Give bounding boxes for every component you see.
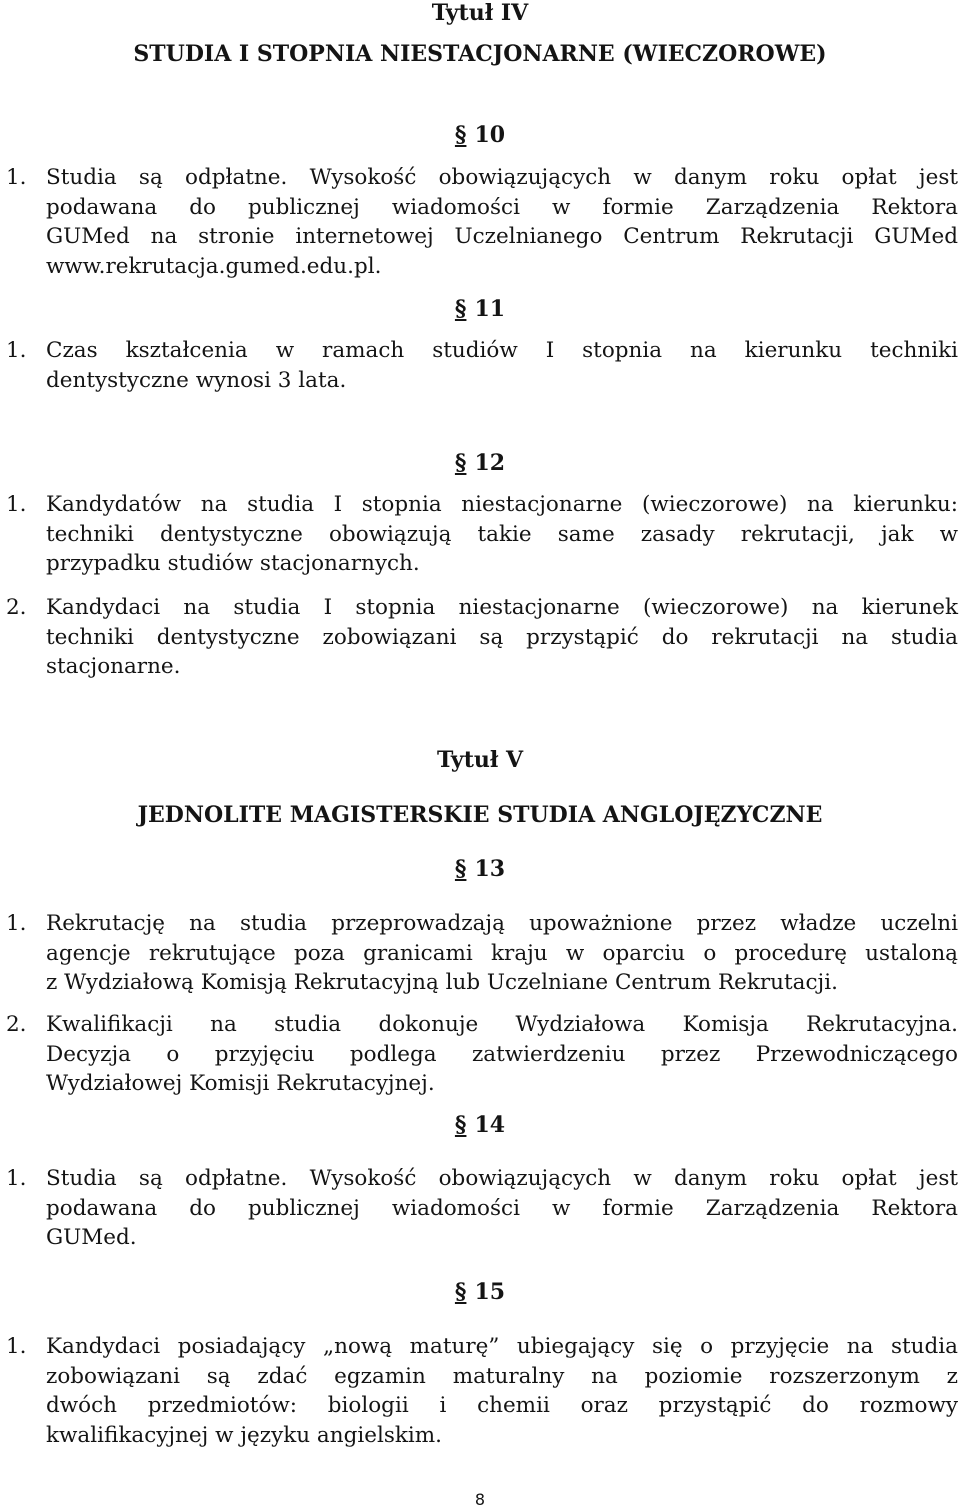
paragraph-line: Decyzja o przyjęciu podlega zatwierdzeniu przez Przewodniczącego	[46, 1041, 958, 1067]
section-11-heading	[0, 296, 960, 322]
paragraph-number: 1.	[6, 1334, 27, 1359]
section-15-heading	[0, 1279, 960, 1305]
paragraph-line: GUMed.	[46, 1225, 137, 1250]
section-number: 14	[474, 1112, 506, 1138]
paragraph-line: Kandydaci posiadający „nową maturę” ubiegający się o przyjęcie na studia	[46, 1334, 958, 1359]
paragraph-line: techniki dentystyczne obowiązują takie same zasady rekrutacji, jak w	[46, 521, 958, 547]
paragraph-line: Kwalifikacji na studia dokonuje Wydziałowa Komisja Rekrutacyjna.	[46, 1012, 958, 1037]
paragraph-line: Kandydaci na studia I stopnia niestacjonarne (wieczorowe) na kierunek	[46, 595, 958, 620]
paragraph-line: Kandydatów na studia I stopnia niestacjonarne (wieczorowe) na kierunku:	[46, 492, 958, 517]
paragraph-10-1	[6, 163, 958, 281]
paragraph-line: techniki dentystyczne zobowiązani są przystąpić do rekrutacji na studia	[46, 624, 958, 650]
paragraph-12-2	[6, 593, 958, 682]
paragraph-line: podawana do publicznej wiadomości w formie Zarządzenia Rektora	[46, 194, 958, 220]
paragraph-number: 1.	[6, 1166, 27, 1191]
paragraph-number: 2.	[6, 1012, 27, 1037]
paragraph-number: 1.	[6, 165, 27, 190]
section-number: 11	[474, 296, 506, 322]
section-symbol: §	[454, 856, 467, 882]
section-number: 15	[474, 1279, 506, 1305]
section-symbol: §	[454, 1112, 467, 1138]
paragraph-number: 1.	[6, 338, 27, 363]
paragraph-13-2	[6, 1010, 958, 1099]
paragraph-13-1	[6, 909, 958, 998]
paragraph-number: 1.	[6, 492, 27, 517]
paragraph-line: agencje rekrutujące poza granicami kraju w oparciu o procedurę ustaloną	[46, 940, 958, 966]
section-symbol: §	[454, 450, 467, 476]
title-iv-subtitle: STUDIA I STOPNIA NIESTACJONARNE (WIECZOROWE)	[133, 41, 827, 67]
section-symbol: §	[454, 296, 467, 322]
paragraph-11-1	[6, 336, 958, 395]
section-symbol: §	[454, 122, 467, 148]
paragraph-number: 1.	[6, 911, 27, 936]
paragraph-line: www.rekrutacja.gumed.edu.pl.	[46, 253, 382, 279]
title-v-subtitle: JEDNOLITE MAGISTERSKIE STUDIA ANGLOJĘZYCZNE	[137, 802, 823, 828]
section-number: 10	[474, 122, 506, 148]
paragraph-line: zobowiązani są zdać egzamin maturalny na poziomie rozszerzonym z	[46, 1363, 958, 1389]
section-12-heading	[0, 450, 960, 476]
section-10-heading	[0, 122, 960, 148]
paragraph-line: Studia są odpłatne. Wysokość obowiązujących w danym roku opłat jest	[46, 1166, 958, 1191]
section-symbol: §	[454, 1279, 467, 1305]
title-iv: Tytuł IV	[431, 0, 529, 26]
paragraph-line: przypadku studiów stacjonarnych.	[46, 551, 420, 576]
paragraph-line: kwalifikacyjnej w języku angielskim.	[46, 1422, 442, 1448]
paragraph-line: dentystyczne wynosi 3 lata.	[46, 367, 347, 393]
paragraph-line: GUMed na stronie internetowej Uczelnianego Centrum Rekrutacji GUMed	[46, 224, 958, 249]
paragraph-line: podawana do publicznej wiadomości w formie Zarządzenia Rektora	[46, 1195, 958, 1221]
paragraph-line: Rekrutację na studia przeprowadzają upoważnione przez władze uczelni	[46, 911, 958, 936]
section-number: 13	[474, 856, 506, 882]
paragraph-number: 2.	[6, 595, 27, 620]
page-number: 8	[474, 1490, 486, 1509]
paragraph-line: dwóch przedmiotów: biologii i chemii oraz przystąpić do rozmowy	[46, 1393, 958, 1418]
paragraph-line: z Wydziałową Komisją Rekrutacyjną lub Uczelniane Centrum Rekrutacji.	[46, 970, 838, 995]
section-number: 12	[474, 450, 506, 476]
paragraph-15-1	[6, 1332, 958, 1450]
title-v: Tytuł V	[436, 747, 524, 773]
section-13-heading	[0, 856, 960, 882]
paragraph-14-1	[6, 1164, 958, 1253]
section-14-heading	[0, 1112, 960, 1138]
paragraph-line: stacjonarne.	[46, 654, 181, 679]
paragraph-12-1	[6, 490, 958, 579]
paragraph-line: Studia są odpłatne. Wysokość obowiązujących w danym roku opłat jest	[46, 165, 958, 190]
paragraph-line: Wydziałowej Komisji Rekrutacyjnej.	[46, 1071, 435, 1096]
paragraph-line: Czas kształcenia w ramach studiów I stopnia na kierunku techniki	[46, 338, 958, 363]
